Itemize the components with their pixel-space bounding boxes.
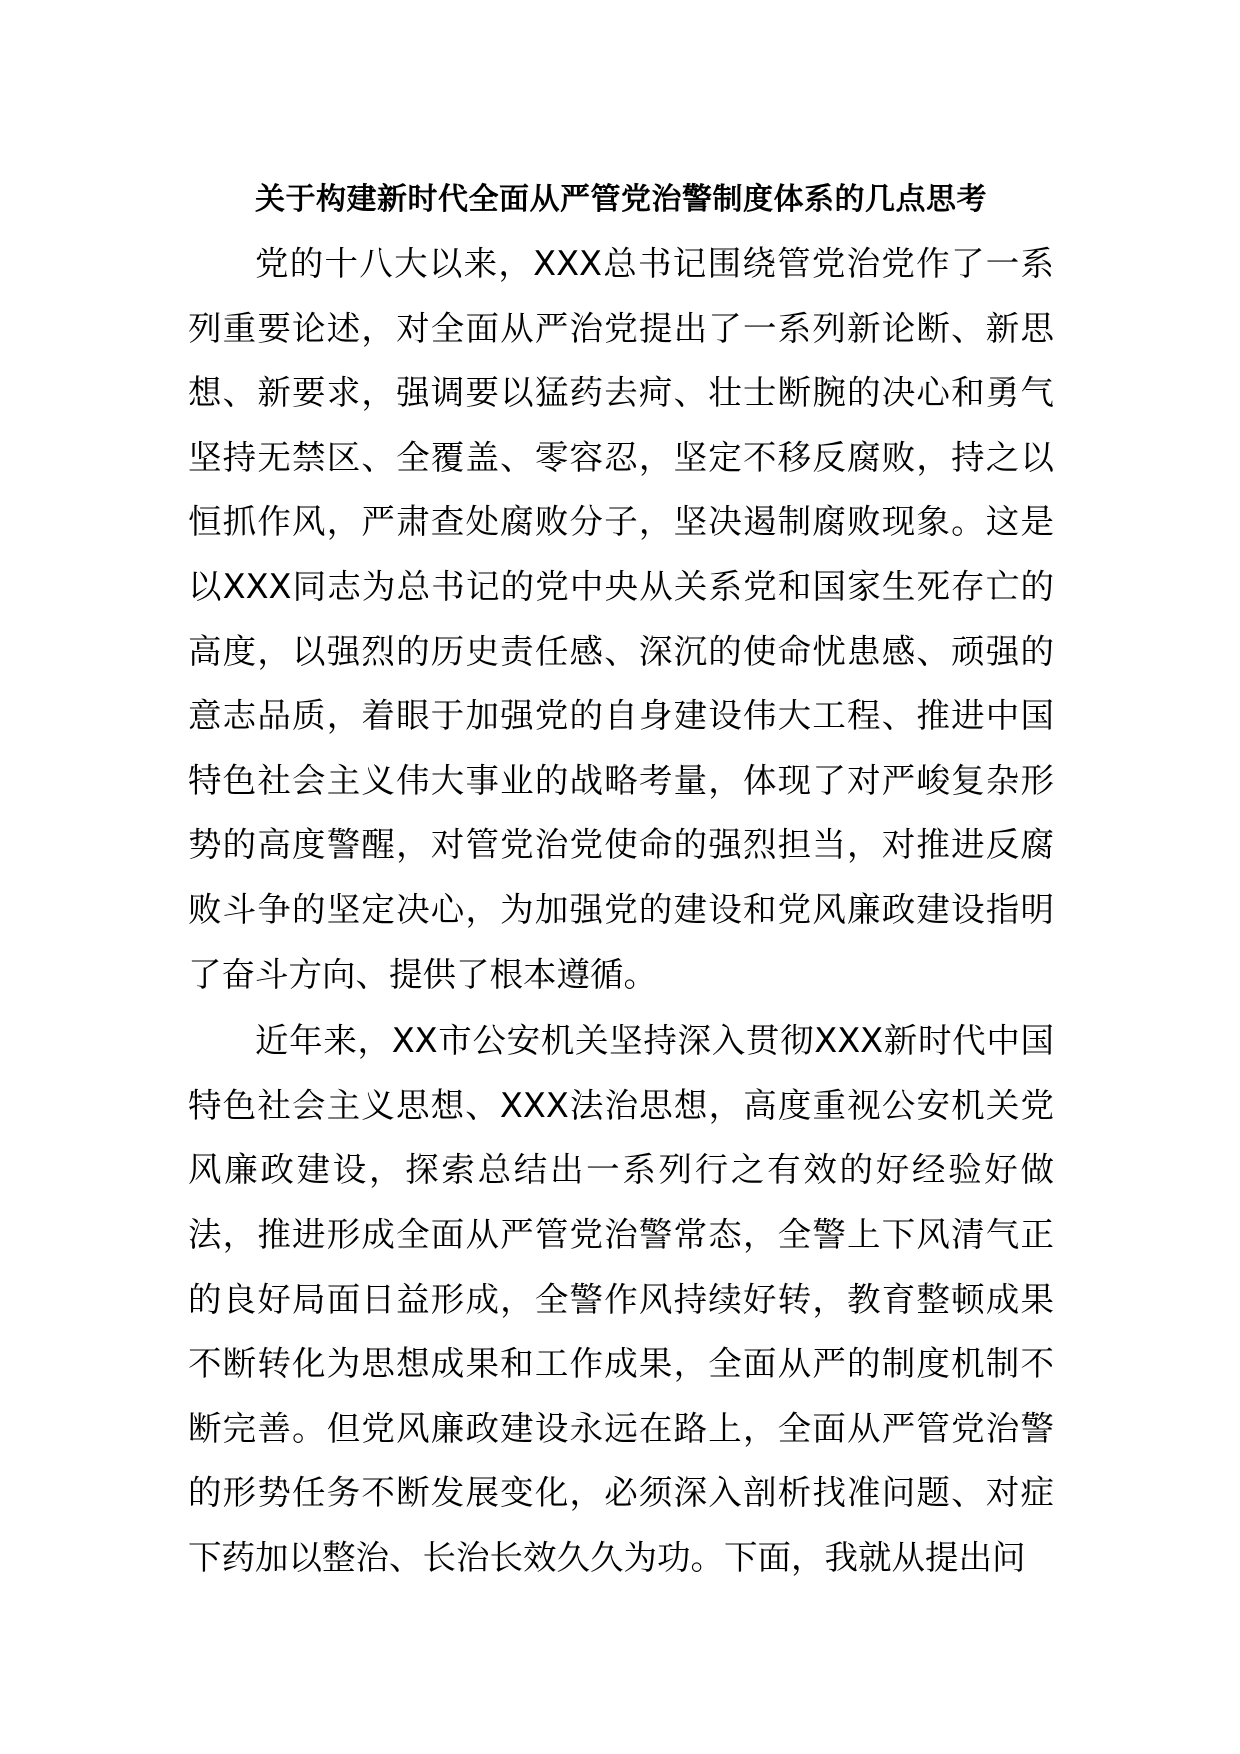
paragraph-2: 近年来，XX市公安机关坚持深入贯彻XXX新时代中国特色社会主义思想、XXX法治思想，高度重视公安机关党风廉政建设，探索总结出一系列行之有效的好经验好做法，推进形成全面从严管党治警常态，全警上下风清气正的良好局面日益形成，全警作风持续好转，教育整顿成果不断转化为思想成果和工作成果，全面从严的制度机制不断完善。但党风廉政建设永远在路上，全面从严管党治警的形势任务不断发展变化，必须深入剖析找准问题、对症下药加以整治、长治长效久久为功。下面，我就从提出问 xyxy=(188,1021,1054,1577)
paragraph-1: 党的十八大以来，XXX总书记围绕管党治党作了一系列重要论述，对全面从严治党提出了一系列新论断、新思想、新要求，强调要以猛药去疴、壮士断腕的决心和勇气坚持无禁区、全覆盖、零容忍，坚定不移反腐败，持之以恒抓作风，严肃查处腐败分子，坚决遏制腐败现象。这是以XXX同志为总书记的党中央从关系党和国家生死存亡的高度，以强烈的历史责任感、深沉的使命忧患感、顽强的意志品质，着眼于加强党的自身建设伟大工程、推进中国特色社会主义伟大事业的战略考量，体现了对严峻复杂形势的高度警醒，对管党治党使命的强烈担当，对推进反腐败斗争的坚定决心，为加强党的建设和党风廉政建设指明了奋斗方向、提供了根本遵循。 xyxy=(188,244,1054,994)
document-title: 关于构建新时代全面从严管党治警制度体系的几点思考 xyxy=(255,182,987,217)
document-page xyxy=(188,168,1054,1590)
